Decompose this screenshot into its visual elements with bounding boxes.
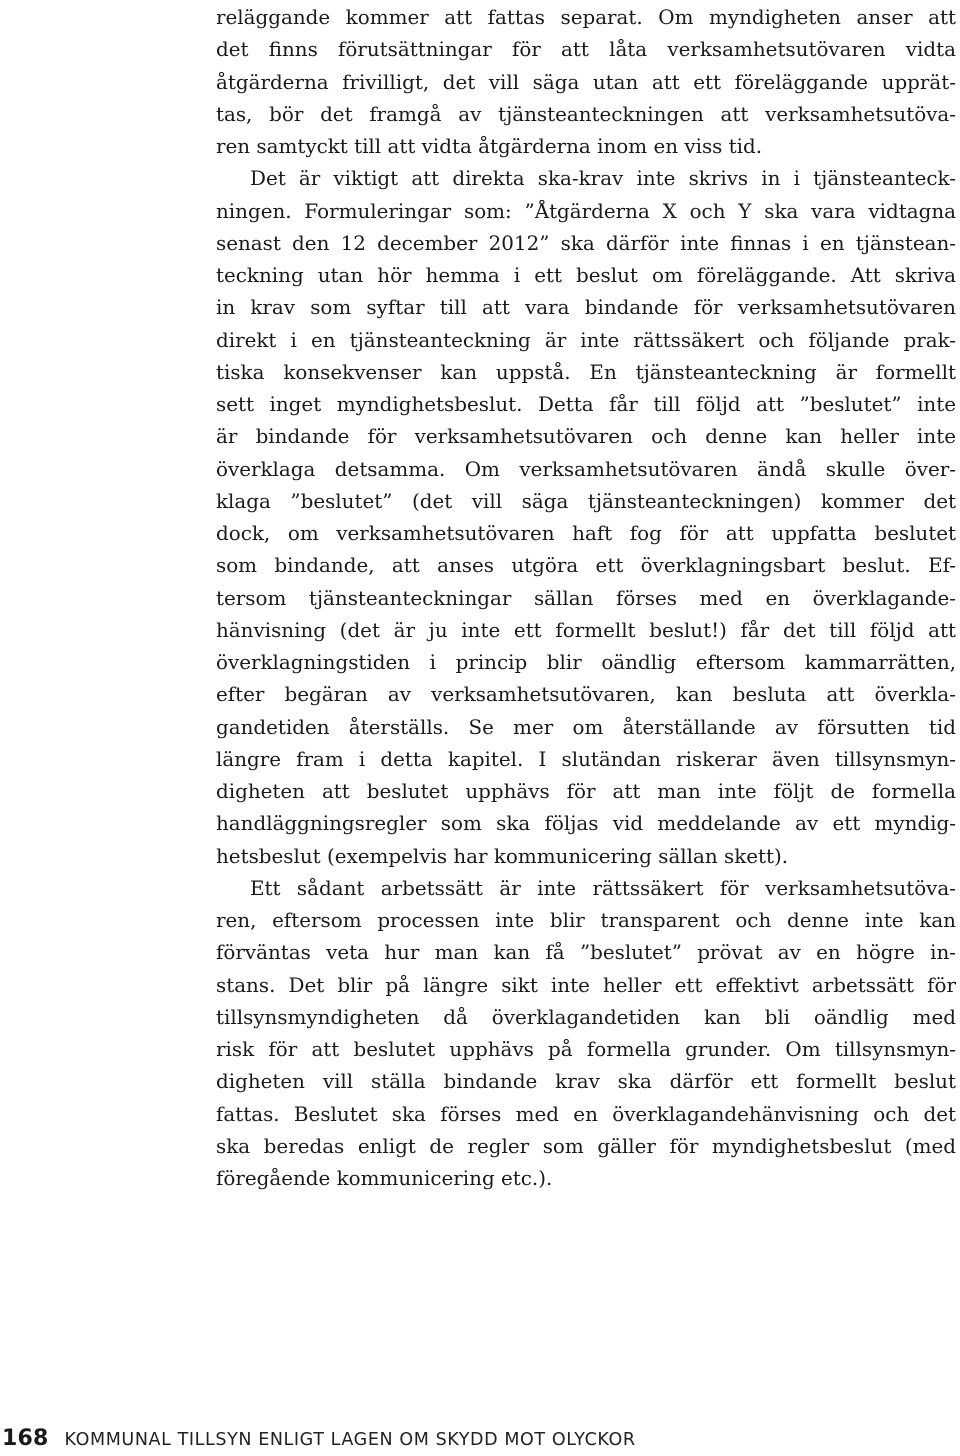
- text-line: gandetiden återställs. Se mer om återställande av försutten tid: [216, 715, 956, 739]
- text-line: direkt i en tjänsteanteckning är inte rättssäkert och följande prak-: [216, 328, 956, 352]
- text-line: sett inget myndighetsbeslut. Detta får till följd att ”beslutet” inte: [216, 393, 956, 416]
- text-line: Det är viktigt att direkta ska-krav inte skrivs in i tjänsteanteck-: [250, 167, 956, 191]
- text-line: det finns förutsättningar för att låta verksamhetsutövaren vidta: [216, 38, 956, 62]
- text-line: tersom tjänsteanteckningar sällan förses med en överklagande-: [216, 586, 956, 610]
- text-line: ren samtyckt till att vidta åtgärderna inom en viss tid.: [216, 135, 763, 158]
- text-line: överklaga detsamma. Om verksamhetsutövaren ändå skulle över-: [216, 457, 956, 481]
- text-line: Ett sådant arbetssätt är inte rättssäkert för verksamhetsutöva-: [250, 876, 956, 900]
- text-line: ska beredas enligt de regler som gäller för myndighetsbeslut (med: [216, 1134, 956, 1158]
- text-line: teckning utan hör hemma i ett beslut om föreläggande. Att skriva: [216, 264, 956, 287]
- text-line: digheten att beslutet upphävs för att man inte följt de formella: [216, 780, 956, 803]
- text-line: ren, eftersom processen inte blir transparent och denne inte kan: [216, 909, 956, 932]
- text-line: föregående kommunicering etc.).: [216, 1167, 553, 1190]
- body-text: [216, 2, 956, 1195]
- text-line: reläggande kommer att fattas separat. Om myndigheten anser att: [216, 6, 956, 29]
- text-line: hänvisning (det är ju inte ett formellt beslut!) får det till följd att: [216, 618, 956, 642]
- text-line: senast den 12 december 2012” ska därför inte finnas i en tjänstean-: [216, 231, 956, 255]
- text-line: risk för att beslutet upphävs på formella grunder. Om tillsynsmyn-: [216, 1038, 956, 1061]
- text-line: dock, om verksamhetsutövaren haft fog för att uppfatta beslutet: [216, 522, 956, 545]
- text-line: fattas. Beslutet ska förses med en överklagandehänvisning och det: [216, 1102, 956, 1126]
- text-line: tillsynsmyndigheten då överklagandetiden kan bli oändlig med: [216, 1005, 956, 1029]
- text-line: överklagningstiden i princip blir oändlig eftersom kammarrätten,: [216, 651, 956, 674]
- text-line: förväntas veta hur man kan få ”beslutet” prövat av en högre in-: [216, 941, 956, 965]
- text-line: hetsbeslut (exempelvis har kommunicering sällan skett).: [216, 844, 789, 868]
- text-line: längre fram i detta kapitel. I slutändan riskerar även tillsynsmyn-: [216, 747, 956, 771]
- text-line: ningen. Formuleringar som: ”Åtgärderna X och Y ska vara vidtagna: [216, 199, 956, 223]
- running-title: KOMMUNAL TILLSYN ENLIGT LAGEN OM SKYDD MOT OLYCKOR: [64, 1430, 636, 1450]
- text-line: handläggningsregler som ska följas vid meddelande av ett myndig-: [216, 812, 956, 836]
- text-line: är bindande för verksamhetsutövaren och denne kan heller inte: [216, 425, 956, 449]
- text-line: som bindande, att anses utgöra ett överklagningsbart beslut. Ef-: [216, 554, 956, 578]
- text-line: efter begäran av verksamhetsutövaren, kan besluta att överkla-: [216, 683, 956, 707]
- text-line: tas, bör det framgå av tjänsteanteckningen att verksamhetsutöva-: [216, 102, 956, 126]
- text-line: tiska konsekvenser kan uppstå. En tjänsteanteckning är formellt: [216, 360, 956, 384]
- page-number: 168: [2, 1426, 49, 1451]
- text-line: klaga ”beslutet” (det vill säga tjänsteanteckningen) kommer det: [216, 489, 956, 513]
- text-line: stans. Det blir på längre sikt inte heller ett effektivt arbetssätt för: [216, 973, 956, 997]
- text-line: åtgärderna frivilligt, det vill säga utan att ett föreläggande upprät-: [216, 70, 956, 94]
- text-line: digheten vill ställa bindande krav ska därför ett formellt beslut: [216, 1070, 956, 1094]
- text-line: in krav som syftar till att vara bindande för verksamhetsutövaren: [216, 296, 956, 320]
